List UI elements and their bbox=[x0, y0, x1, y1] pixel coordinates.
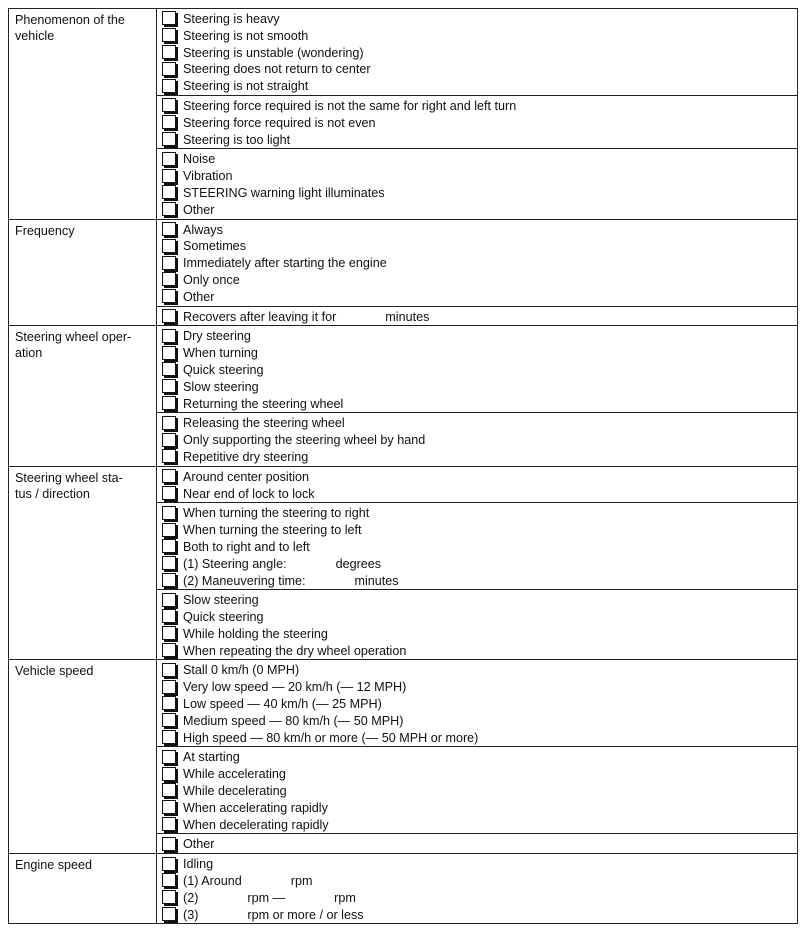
checkbox-option[interactable] bbox=[162, 817, 797, 834]
checkbox-icon[interactable] bbox=[162, 663, 176, 677]
checkbox-option[interactable] bbox=[162, 486, 797, 503]
option-group bbox=[157, 467, 797, 503]
option-label: Returning the steering wheel bbox=[183, 396, 344, 411]
checkbox-option[interactable] bbox=[162, 890, 797, 907]
checkbox-option[interactable] bbox=[162, 379, 797, 396]
section-label: Frequency bbox=[9, 219, 157, 326]
checkbox-icon[interactable] bbox=[162, 132, 176, 146]
checkbox-option[interactable] bbox=[162, 643, 797, 660]
section-label: Steering wheel sta- tus / direction bbox=[9, 466, 157, 660]
checkbox-icon[interactable] bbox=[162, 506, 176, 520]
checkbox-icon[interactable] bbox=[162, 817, 176, 831]
option-label: When repeating the dry wheel operation bbox=[183, 643, 407, 658]
checkbox-icon[interactable] bbox=[162, 539, 176, 553]
section-options bbox=[157, 466, 798, 660]
option-group bbox=[157, 660, 797, 746]
checkbox-icon[interactable] bbox=[162, 45, 176, 59]
option-label: (2) rpm — rpm bbox=[183, 890, 356, 905]
checkbox-option[interactable] bbox=[162, 151, 797, 168]
option-label: While accelerating bbox=[183, 767, 286, 782]
checkbox-icon[interactable] bbox=[162, 523, 176, 537]
checkbox-option[interactable] bbox=[162, 328, 797, 345]
section-options bbox=[157, 854, 798, 924]
checkbox-option[interactable] bbox=[162, 679, 797, 696]
checkbox-option[interactable] bbox=[162, 185, 797, 202]
checkbox-icon[interactable] bbox=[162, 593, 176, 607]
section-options bbox=[157, 660, 798, 854]
section-row bbox=[9, 326, 798, 466]
checkbox-icon[interactable] bbox=[162, 185, 176, 199]
checkbox-option[interactable] bbox=[162, 783, 797, 800]
option-label: While holding the steering bbox=[183, 626, 328, 641]
option-label: Only once bbox=[183, 272, 240, 287]
section-row bbox=[9, 466, 798, 660]
checkbox-icon[interactable] bbox=[162, 272, 176, 286]
checkbox-icon[interactable] bbox=[162, 449, 176, 463]
checkbox-icon[interactable] bbox=[162, 416, 176, 430]
option-label: Around center position bbox=[183, 469, 310, 484]
option-label: STEERING warning light illuminates bbox=[183, 185, 385, 200]
option-label: Noise bbox=[183, 152, 216, 167]
checkbox-option[interactable] bbox=[162, 45, 797, 62]
option-label: Slow steering bbox=[183, 593, 259, 608]
option-label: Dry steering bbox=[183, 329, 251, 344]
option-label: Stall 0 km/h (0 MPH) bbox=[183, 663, 300, 678]
checkbox-option[interactable] bbox=[162, 238, 797, 255]
option-label: Sometimes bbox=[183, 239, 246, 254]
checkbox-option[interactable] bbox=[162, 662, 797, 679]
checkbox-icon[interactable] bbox=[162, 346, 176, 360]
option-label: Steering is not straight bbox=[183, 79, 309, 94]
checkbox-option[interactable] bbox=[162, 255, 797, 272]
checkbox-option[interactable] bbox=[162, 115, 797, 132]
option-label: Other bbox=[183, 202, 215, 217]
checkbox-option[interactable] bbox=[162, 609, 797, 626]
checkbox-icon[interactable] bbox=[162, 837, 176, 851]
checkbox-icon[interactable] bbox=[162, 556, 176, 570]
checkbox-icon[interactable] bbox=[162, 433, 176, 447]
checkbox-icon[interactable] bbox=[162, 11, 176, 25]
checkbox-option[interactable] bbox=[162, 873, 797, 890]
checkbox-icon[interactable] bbox=[162, 329, 176, 343]
checkbox-option[interactable] bbox=[162, 730, 797, 747]
option-label: Only supporting the steering wheel by hand bbox=[183, 433, 426, 448]
checkbox-icon[interactable] bbox=[162, 239, 176, 253]
option-label: Immediately after starting the engine bbox=[183, 256, 387, 271]
option-label: Steering is not smooth bbox=[183, 28, 309, 43]
option-label: Repetitive dry steering bbox=[183, 449, 309, 464]
checkbox-icon[interactable] bbox=[162, 469, 176, 483]
section-label: Phenomenon of the vehicle bbox=[9, 9, 157, 220]
checkbox-icon[interactable] bbox=[162, 379, 176, 393]
checkbox-icon[interactable] bbox=[162, 152, 176, 166]
checkbox-icon[interactable] bbox=[162, 730, 176, 744]
checkbox-icon[interactable] bbox=[162, 713, 176, 727]
option-label: Medium speed — 80 km/h (— 50 MPH) bbox=[183, 713, 404, 728]
option-group bbox=[157, 854, 797, 923]
option-group bbox=[157, 326, 797, 412]
option-label: Steering is unstable (wondering) bbox=[183, 45, 364, 60]
checkbox-option[interactable] bbox=[162, 836, 797, 853]
checkbox-icon[interactable] bbox=[162, 289, 176, 303]
checkbox-option[interactable] bbox=[162, 469, 797, 486]
section-options bbox=[157, 9, 798, 220]
section-row bbox=[9, 219, 798, 326]
checkbox-option[interactable] bbox=[162, 626, 797, 643]
checkbox-icon[interactable] bbox=[162, 115, 176, 129]
checkbox-option[interactable] bbox=[162, 272, 797, 289]
option-label: Steering force required is not the same for right and left turn bbox=[183, 98, 517, 113]
checkbox-option[interactable] bbox=[162, 362, 797, 379]
option-label: At starting bbox=[183, 750, 240, 765]
section-row bbox=[9, 854, 798, 924]
checkbox-icon[interactable] bbox=[162, 396, 176, 410]
option-label: Steering is too light bbox=[183, 132, 291, 147]
option-label: Idling bbox=[183, 857, 214, 872]
checkbox-icon[interactable] bbox=[162, 643, 176, 657]
option-group bbox=[157, 148, 797, 218]
checkbox-icon[interactable] bbox=[162, 79, 176, 93]
checkbox-option[interactable] bbox=[162, 345, 797, 362]
option-label: Both to right and to left bbox=[183, 539, 310, 554]
option-label: Low speed — 40 km/h (— 25 MPH) bbox=[183, 697, 382, 712]
option-label: Near end of lock to lock bbox=[183, 486, 315, 501]
option-group bbox=[157, 502, 797, 589]
option-label: When decelerating rapidly bbox=[183, 817, 329, 832]
checkbox-option[interactable] bbox=[162, 78, 797, 95]
option-label: When turning the steering to left bbox=[183, 523, 362, 538]
option-label: Steering does not return to center bbox=[183, 62, 371, 77]
option-group bbox=[157, 220, 797, 306]
checkbox-option[interactable] bbox=[162, 556, 797, 573]
option-label: When accelerating rapidly bbox=[183, 800, 328, 815]
option-label: When turning the steering to right bbox=[183, 506, 370, 521]
checkbox-icon[interactable] bbox=[162, 62, 176, 76]
checkbox-icon[interactable] bbox=[162, 28, 176, 42]
checkbox-icon[interactable] bbox=[162, 256, 176, 270]
option-label: (1) Around rpm bbox=[183, 874, 313, 889]
checkbox-option[interactable] bbox=[162, 132, 797, 149]
checkbox-option[interactable] bbox=[162, 28, 797, 45]
checkbox-option[interactable] bbox=[162, 11, 797, 28]
checkbox-icon[interactable] bbox=[162, 907, 176, 921]
option-label: Other bbox=[183, 289, 215, 304]
checkbox-option[interactable] bbox=[162, 61, 797, 78]
checkbox-icon[interactable] bbox=[162, 857, 176, 871]
checkbox-icon[interactable] bbox=[162, 873, 176, 887]
section-label: Steering wheel oper- ation bbox=[9, 326, 157, 466]
checkbox-option[interactable] bbox=[162, 800, 797, 817]
checkbox-option[interactable] bbox=[162, 415, 797, 432]
option-group bbox=[157, 746, 797, 833]
section-label: Engine speed bbox=[9, 854, 157, 924]
checkbox-option[interactable] bbox=[162, 713, 797, 730]
option-label: (2) Maneuvering time: minutes bbox=[183, 573, 399, 588]
checkbox-icon[interactable] bbox=[162, 626, 176, 640]
checkbox-option[interactable] bbox=[162, 449, 797, 466]
checkbox-icon[interactable] bbox=[162, 309, 176, 323]
checkbox-option[interactable] bbox=[162, 98, 797, 115]
option-label: Always bbox=[183, 222, 223, 237]
checkbox-option[interactable] bbox=[162, 222, 797, 239]
option-label: Vibration bbox=[183, 169, 233, 184]
checkbox-option[interactable] bbox=[162, 573, 797, 590]
option-label: Recovers after leaving it for minutes bbox=[183, 309, 430, 324]
option-label: (3) rpm or more / or less bbox=[183, 907, 364, 922]
checkbox-option[interactable] bbox=[162, 505, 797, 522]
option-group bbox=[157, 95, 797, 148]
option-label: Releasing the steering wheel bbox=[183, 416, 345, 431]
option-label: Steering force required is not even bbox=[183, 115, 376, 130]
checkbox-icon[interactable] bbox=[162, 750, 176, 764]
checkbox-option[interactable] bbox=[162, 432, 797, 449]
option-group bbox=[157, 9, 797, 95]
option-label: Steering is heavy bbox=[183, 12, 280, 26]
section-row bbox=[9, 660, 798, 854]
option-label: (1) Steering angle: degrees bbox=[183, 556, 382, 571]
checkbox-option[interactable] bbox=[162, 309, 797, 326]
option-label: While decelerating bbox=[183, 784, 287, 799]
checkbox-option[interactable] bbox=[162, 749, 797, 766]
checkbox-option[interactable] bbox=[162, 522, 797, 539]
section-row bbox=[9, 9, 798, 220]
checkbox-option[interactable] bbox=[162, 396, 797, 413]
checkbox-icon[interactable] bbox=[162, 609, 176, 623]
option-label: Quick steering bbox=[183, 610, 264, 625]
option-group bbox=[157, 306, 797, 326]
option-label: Slow steering bbox=[183, 379, 259, 394]
checkbox-option[interactable] bbox=[162, 168, 797, 185]
option-label: High speed — 80 km/h or more (— 50 MPH or more) bbox=[183, 730, 479, 745]
option-group bbox=[157, 833, 797, 853]
option-group bbox=[157, 589, 797, 659]
checkbox-icon[interactable] bbox=[162, 169, 176, 183]
checkbox-option[interactable] bbox=[162, 696, 797, 713]
checkbox-icon[interactable] bbox=[162, 783, 176, 797]
checkbox-icon[interactable] bbox=[162, 767, 176, 781]
checkbox-icon[interactable] bbox=[162, 98, 176, 112]
checkbox-option[interactable] bbox=[162, 202, 797, 219]
option-group bbox=[157, 412, 797, 465]
checkbox-option[interactable] bbox=[162, 289, 797, 306]
checkbox-option[interactable] bbox=[162, 766, 797, 783]
checkbox-option[interactable] bbox=[162, 856, 797, 873]
checkbox-option[interactable] bbox=[162, 592, 797, 609]
checkbox-icon[interactable] bbox=[162, 486, 176, 500]
symptom-check-table bbox=[8, 8, 798, 924]
section-options bbox=[157, 219, 798, 326]
checkbox-icon[interactable] bbox=[162, 222, 176, 236]
section-options bbox=[157, 326, 798, 466]
checkbox-icon[interactable] bbox=[162, 680, 176, 694]
checkbox-icon[interactable] bbox=[162, 696, 176, 710]
checkbox-icon[interactable] bbox=[162, 202, 176, 216]
option-label: Other bbox=[183, 837, 215, 852]
checkbox-icon[interactable] bbox=[162, 573, 176, 587]
checkbox-icon[interactable] bbox=[162, 890, 176, 904]
checkbox-option[interactable] bbox=[162, 907, 797, 924]
checkbox-icon[interactable] bbox=[162, 362, 176, 376]
section-label: Vehicle speed bbox=[9, 660, 157, 854]
option-label: Very low speed — 20 km/h (— 12 MPH) bbox=[183, 680, 407, 695]
option-label: When turning bbox=[183, 346, 258, 361]
option-label: Quick steering bbox=[183, 362, 264, 377]
checkbox-option[interactable] bbox=[162, 539, 797, 556]
checkbox-icon[interactable] bbox=[162, 800, 176, 814]
